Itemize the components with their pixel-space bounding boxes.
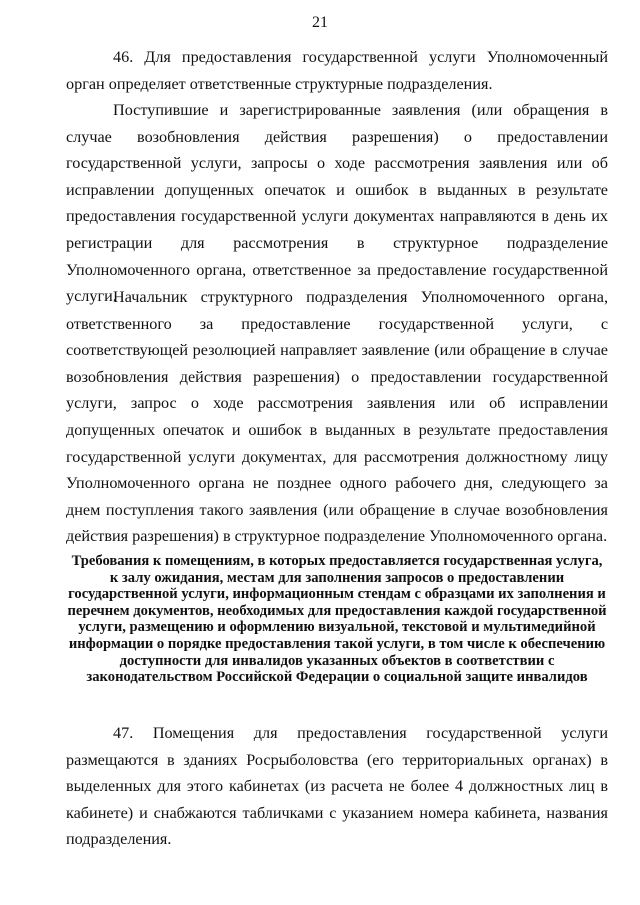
- page-number: 21: [312, 14, 328, 31]
- paragraph-47: 47. Помещения для предоставления государственной услуги размещаются в зданиях Росрыболовства (его территориальных органах) в выделенных для этого кабинетах (из расчета не более 4 должностных лиц в кабинете) и снабжаются табличками с указанием номера кабинета, названия подразделения.: [66, 724, 608, 849]
- paragraph-received-applications: Поступившие и зарегистрированные заявления (или обращения в случае возобновления действия разрешения) о предоставлении государственной услуги, запросы о ходе рассмотрения заявления или об исправлении допущенных опечаток и ошибок в выданных в результате предоставления государственной услуги документах направляются в день их регистрации для рассмотрения в структурное подразделение Уполномоченного органа, ответственное за предоставление государственной услуги.: [66, 101, 608, 306]
- paragraph-46: 46. Для предоставления государственной услуги Уполномоченный орган определяет ответственные структурные подразделения.: [66, 48, 608, 93]
- section-heading: Требования к помещениям, в которых предоставляется государственная услуга, к залу ожидания, местам для заполнения запросов о предоставлении государственной услуги, информационным стендам с образцами их заполнения и перечнем документов, необходимых для предоставления каждой государственной услуги, размещению и оформлению визуальной, текстовой и мультимедийной информации о порядке предоставления такой услуги, в том числе к обеспечению доступности для инвалидов указанных объектов в соответствии с законодательством Российской Федерации о социальной защите инвалидов: [67, 553, 607, 686]
- paragraph-head-of-division: Начальник структурного подразделения Уполномоченного органа, ответственного за предоставление государственной услуги, с соответствующей резолюцией направляет заявление (или обращение в случае возобновления действия разрешения) о предоставлении государственной услуги, запрос о ходе рассмотрения заявления или об исправлении допущенных опечаток и ошибок в выданных в результате предоставления государственной услуги документах, для рассмотрения должностному лицу Уполномоченного органа не позднее одного рабочего дня, следующего за днем поступления такого заявления (или обращение в случае возобновления действия разрешения) в структурное подразделение Уполномоченного органа.: [66, 288, 608, 546]
